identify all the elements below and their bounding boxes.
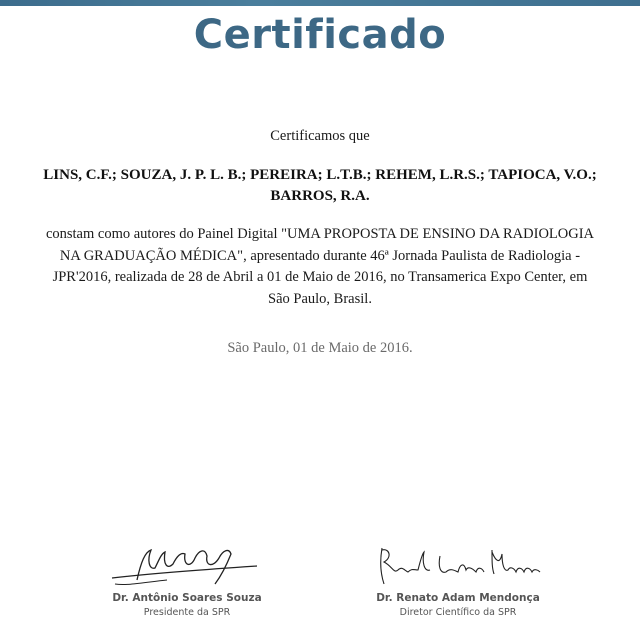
signature-block-president bbox=[77, 540, 297, 618]
certificate-title: Certificado bbox=[193, 12, 447, 58]
intro-text: Certificamos que bbox=[270, 128, 370, 144]
signer-role: Diretor Científico da SPR bbox=[399, 607, 517, 618]
header-bar bbox=[0, 0, 640, 6]
certificate-body: constam como autores do Painel Digital "UMA PROPOSTA DE ENSINO DA RADIOLOGIA NA GRADUAÇÃO MÉDICA", apresentado durante 46ª Jornada Paulista de Radiologia - JPR'2016, realizada de 28 de Abril a 01 de Maio de 2016, no Transamerica Expo Center, em São Paulo, Brasil. bbox=[45, 226, 595, 307]
signer-name: Dr. Antônio Soares Souza bbox=[112, 592, 262, 604]
signature-block-director bbox=[348, 540, 568, 618]
signer-name: Dr. Renato Adam Mendonça bbox=[376, 592, 540, 604]
signature-icon bbox=[368, 540, 548, 590]
signature-icon bbox=[107, 540, 267, 590]
signer-role: Presidente da SPR bbox=[143, 607, 231, 618]
date-line: São Paulo, 01 de Maio de 2016. bbox=[227, 340, 413, 356]
authors-list: LINS, C.F.; SOUZA, J. P. L. B.; PEREIRA; L.T.B.; REHEM, L.R.S.; TAPIOCA, V.O.; BARROS, R.A. bbox=[43, 167, 597, 204]
